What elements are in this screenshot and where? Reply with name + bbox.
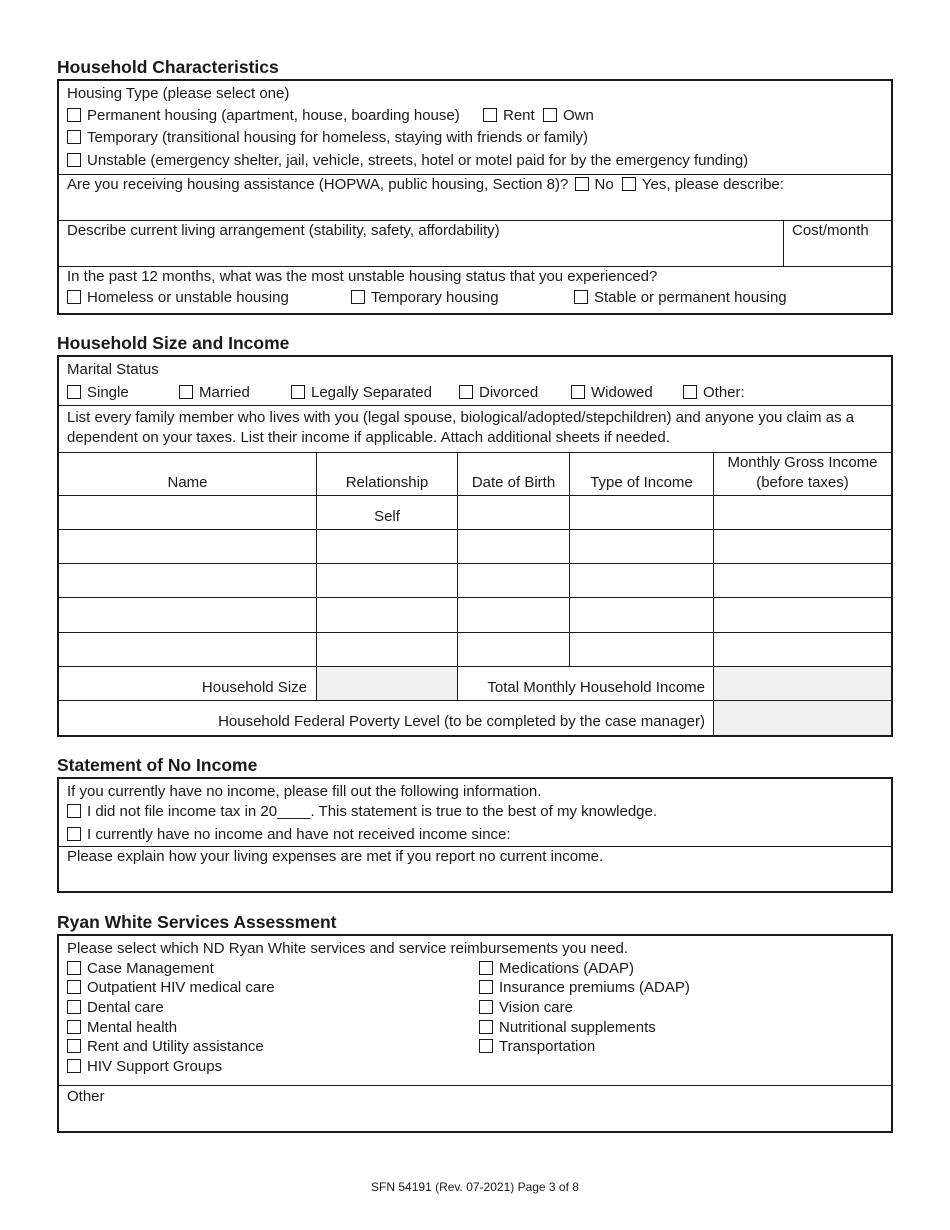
column-header-monthly-gross-1: Monthly Gross Income — [727, 454, 878, 471]
service-label: Outpatient HIV medical care — [87, 979, 275, 996]
service-option[interactable] — [67, 1038, 264, 1056]
divider — [59, 597, 891, 598]
temporary-checkbox[interactable] — [67, 130, 81, 144]
instructions-line-1: List every family member who lives with you (legal spouse, biological/adopted/stepchildren) and anyone you claim as a — [67, 409, 855, 426]
divorced-label: Divorced — [479, 384, 539, 401]
stable-checkbox[interactable] — [574, 290, 588, 304]
no-income-intro: If you currently have no income, please fill out the following information. — [67, 783, 542, 800]
service-option[interactable] — [67, 979, 275, 997]
service-option[interactable] — [479, 999, 573, 1017]
household-size-input[interactable] — [317, 666, 457, 700]
service-checkbox[interactable] — [67, 961, 81, 975]
poverty-level-label: Household Federal Poverty Level (to be completed by the case manager) — [218, 713, 705, 730]
service-label: Case Management — [87, 960, 214, 977]
explain-label: Please explain how your living expenses are met if you report no current income. — [67, 848, 604, 865]
stable-label: Stable or permanent housing — [594, 289, 787, 306]
service-option[interactable] — [479, 1038, 595, 1056]
column-header-income-type: Type of Income — [590, 474, 693, 491]
divider — [59, 405, 891, 406]
married-label: Married — [199, 384, 250, 401]
service-option[interactable] — [67, 1019, 177, 1037]
tax-statement-label: I did not file income tax in 20____. This statement is true to the best of my knowledge. — [87, 803, 658, 820]
service-label: Dental care — [87, 999, 164, 1016]
cost-month-label: Cost/month — [792, 222, 869, 239]
unstable-label: Unstable (emergency shelter, jail, vehicle, streets, hotel or motel paid for by the emergency funding) — [87, 152, 749, 169]
divider — [59, 452, 891, 453]
divider — [59, 846, 891, 847]
section-title-ryan-white: Ryan White Services Assessment — [57, 912, 337, 932]
column-header-monthly-gross-2: (before taxes) — [756, 474, 849, 491]
marital-separated-option[interactable] — [291, 384, 432, 402]
service-label: Nutritional supplements — [499, 1019, 656, 1036]
divider — [59, 495, 891, 496]
section-title-household-size-income: Household Size and Income — [57, 333, 290, 353]
widowed-label: Widowed — [591, 384, 653, 401]
no-income-since-checkbox[interactable] — [67, 827, 81, 841]
homeless-checkbox[interactable] — [67, 290, 81, 304]
housing-type-label: Housing Type (please select one) — [67, 85, 290, 102]
own-label: Own — [563, 107, 594, 124]
housing-rent-option[interactable] — [483, 107, 535, 125]
service-option[interactable] — [479, 979, 690, 997]
service-label: Medications (ADAP) — [499, 960, 635, 977]
other-label: Other: — [703, 384, 745, 401]
total-income-label: Total Monthly Household Income — [487, 679, 705, 696]
no-income-since-option[interactable] — [67, 826, 511, 844]
section-title-no-income: Statement of No Income — [57, 755, 258, 775]
service-checkbox[interactable] — [67, 980, 81, 994]
service-checkbox[interactable] — [479, 961, 493, 975]
household-size-income-box — [57, 355, 893, 737]
service-option[interactable] — [67, 1058, 222, 1076]
divider — [59, 266, 891, 267]
homeless-label: Homeless or unstable housing — [87, 289, 289, 306]
housing-permanent-option[interactable] — [67, 107, 460, 125]
temporary-label: Temporary (transitional housing for homeless, staying with friends or family) — [87, 129, 589, 146]
divider — [59, 174, 891, 175]
service-label: Mental health — [87, 1019, 178, 1036]
status-homeless-option[interactable] — [67, 289, 289, 307]
divider — [316, 452, 317, 700]
separated-label: Legally Separated — [311, 384, 432, 401]
other-services-label: Other — [67, 1088, 105, 1105]
ryan-white-box — [57, 934, 893, 1133]
service-label: Vision care — [499, 999, 573, 1016]
assistance-no-checkbox[interactable] — [575, 177, 589, 191]
status-stable-option[interactable] — [574, 289, 787, 307]
rent-label: Rent — [503, 107, 535, 124]
assistance-yes-label: Yes, please describe: — [641, 176, 784, 193]
service-option[interactable] — [479, 960, 634, 978]
service-checkbox[interactable] — [67, 1059, 81, 1073]
column-header-name: Name — [167, 474, 208, 491]
living-arrangement-label: Describe current living arrangement (stability, safety, affordability) — [67, 222, 500, 239]
household-size-label: Household Size — [201, 679, 307, 696]
service-checkbox[interactable] — [479, 1039, 493, 1053]
first-row-relationship: Self — [374, 508, 400, 525]
marital-status-label: Marital Status — [67, 361, 159, 378]
tax-statement-checkbox[interactable] — [67, 804, 81, 818]
assistance-no-label: No — [594, 176, 614, 193]
service-label: Transportation — [499, 1038, 596, 1055]
marital-single-option[interactable] — [67, 384, 129, 402]
divider — [59, 563, 891, 564]
page-footer: SFN 54191 (Rev. 07-2021) Page 3 of 8 — [371, 1180, 579, 1194]
divider — [59, 632, 891, 633]
separated-checkbox[interactable] — [291, 385, 305, 399]
housing-unstable-option[interactable] — [67, 152, 748, 170]
temporary-status-checkbox[interactable] — [351, 290, 365, 304]
ryan-white-intro: Please select which ND Ryan White services and service reimbursements you need. — [67, 940, 629, 957]
divider — [569, 452, 570, 666]
temporary-status-label: Temporary housing — [371, 289, 499, 306]
no-income-since-label: I currently have no income and have not received income since: — [87, 826, 511, 843]
no-income-box — [57, 777, 893, 893]
divider — [59, 1085, 891, 1086]
marital-other-option[interactable] — [683, 384, 745, 402]
married-checkbox[interactable] — [179, 385, 193, 399]
housing-own-option[interactable] — [543, 107, 594, 125]
divorced-checkbox[interactable] — [459, 385, 473, 399]
service-checkbox[interactable] — [479, 1020, 493, 1034]
marital-widowed-option[interactable] — [571, 384, 653, 402]
service-label: Rent and Utility assistance — [87, 1038, 264, 1055]
marital-divorced-option[interactable] — [459, 384, 538, 402]
service-option[interactable] — [67, 960, 214, 978]
divider — [59, 700, 891, 701]
service-option[interactable] — [479, 1019, 656, 1037]
single-label: Single — [87, 384, 129, 401]
column-header-dob: Date of Birth — [471, 474, 556, 491]
service-checkbox[interactable] — [479, 1000, 493, 1014]
status-temporary-option[interactable] — [351, 289, 499, 307]
column-header-relationship: Relationship — [345, 474, 429, 491]
permanent-checkbox[interactable] — [67, 108, 81, 122]
poverty-level-input[interactable] — [714, 700, 891, 735]
past-12-months-question: In the past 12 months, what was the most unstable housing status that you experienced? — [67, 268, 658, 285]
widowed-checkbox[interactable] — [571, 385, 585, 399]
housing-assistance-question: Are you receiving housing assistance (HOPWA, public housing, Section 8)? No Yes, please describe: — [67, 176, 784, 193]
divider — [783, 220, 784, 267]
section-title-household-characteristics: Household Characteristics — [57, 57, 279, 77]
housing-temporary-option[interactable] — [67, 129, 588, 147]
tax-statement-option[interactable] — [67, 803, 657, 821]
service-checkbox[interactable] — [67, 1020, 81, 1034]
service-checkbox[interactable] — [67, 1039, 81, 1053]
service-option[interactable] — [67, 999, 164, 1017]
other-checkbox[interactable] — [683, 385, 697, 399]
unstable-checkbox[interactable] — [67, 153, 81, 167]
instructions-line-2: dependent on your taxes. List their income if applicable. Attach additional sheets if needed. — [67, 429, 670, 446]
marital-married-option[interactable] — [179, 384, 250, 402]
divider — [457, 452, 458, 700]
divider — [59, 529, 891, 530]
divider — [59, 666, 891, 667]
assistance-yes-checkbox[interactable] — [622, 177, 636, 191]
service-label: HIV Support Groups — [87, 1058, 223, 1075]
service-checkbox[interactable] — [479, 980, 493, 994]
household-characteristics-box — [57, 79, 893, 315]
own-checkbox[interactable] — [543, 108, 557, 122]
single-checkbox[interactable] — [67, 385, 81, 399]
rent-checkbox[interactable] — [483, 108, 497, 122]
permanent-label: Permanent housing (apartment, house, boarding house) — [87, 107, 460, 124]
service-label: Insurance premiums (ADAP) — [499, 979, 690, 996]
service-checkbox[interactable] — [67, 1000, 81, 1014]
divider — [59, 220, 891, 221]
divider — [713, 452, 714, 735]
total-income-input[interactable] — [714, 666, 891, 700]
